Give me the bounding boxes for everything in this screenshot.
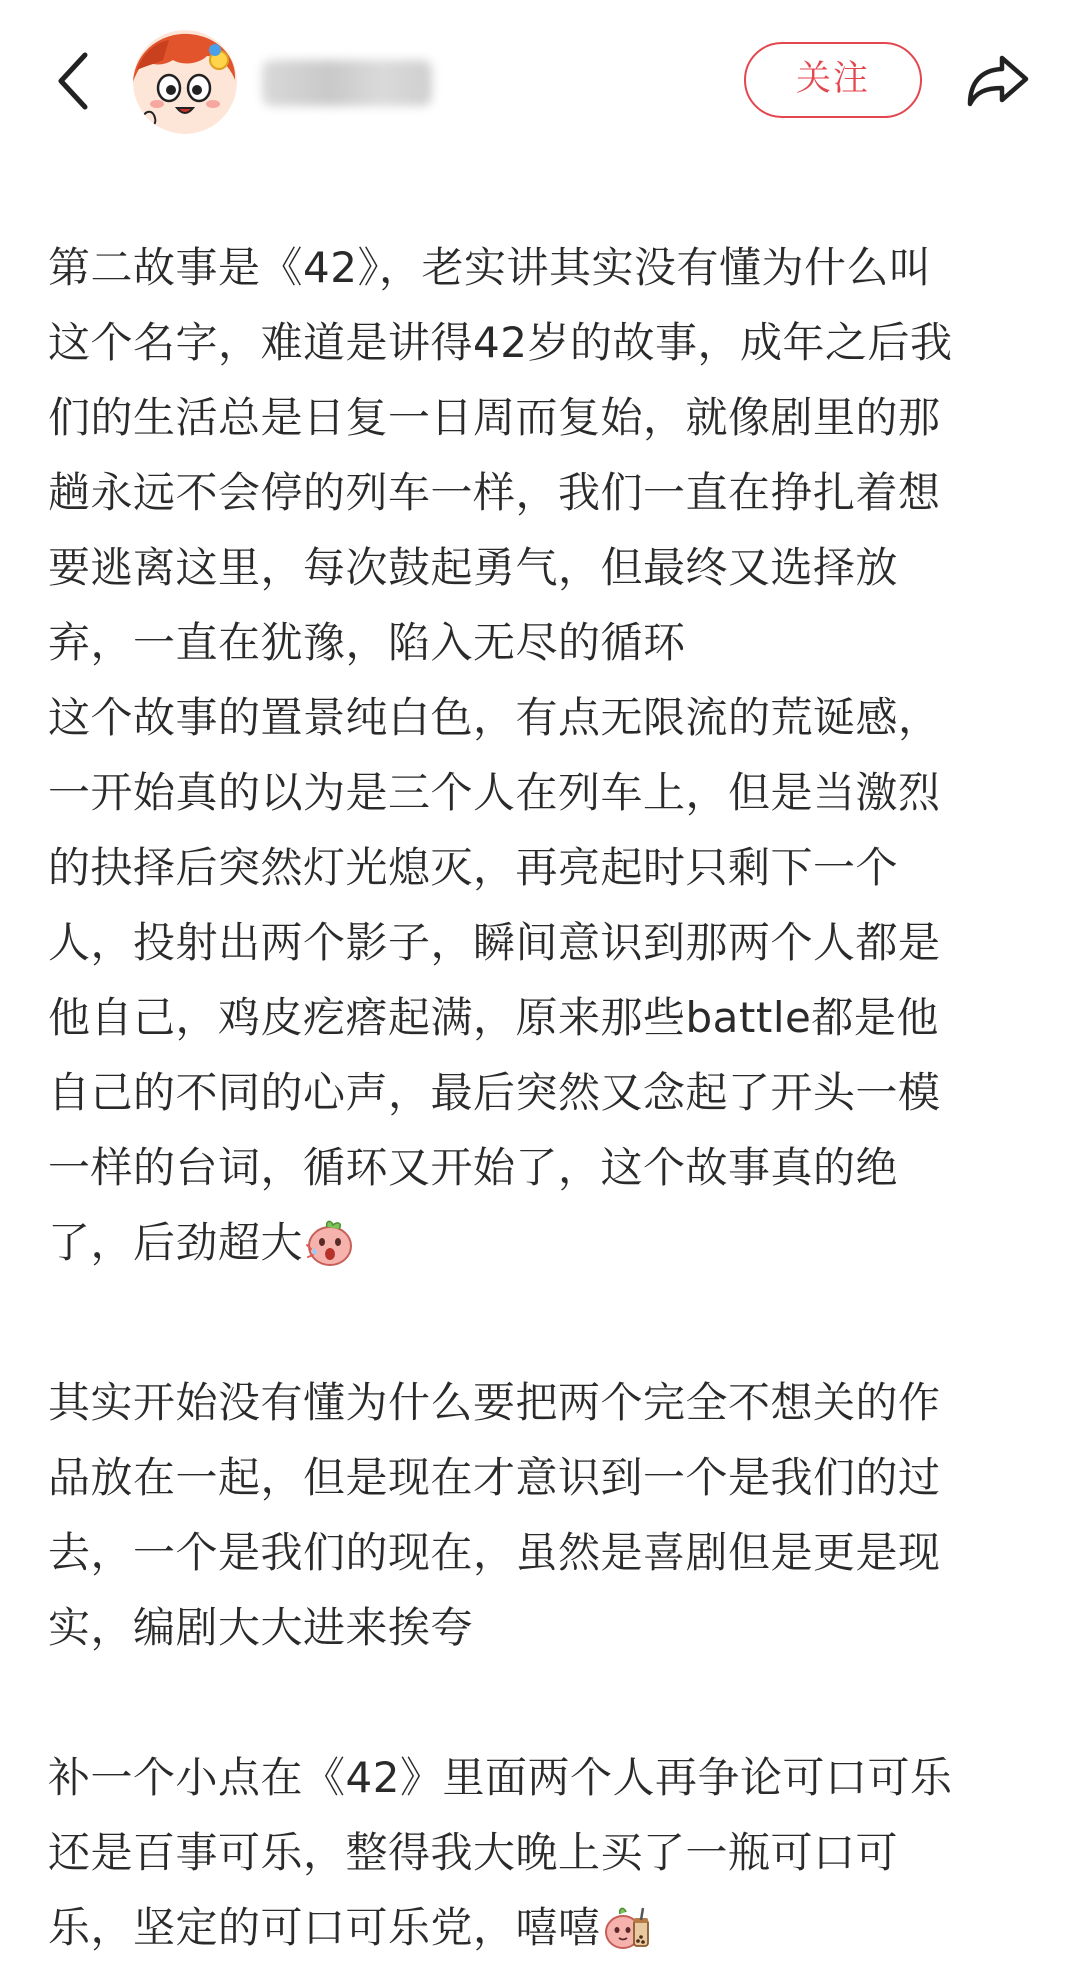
paragraph-spacer xyxy=(48,1290,1048,1365)
post-paragraph-1 xyxy=(48,230,1048,1290)
text-line: 弃，一直在犹豫，陷入无尽的循环 xyxy=(48,618,686,667)
text-line: 补一个小点在《42》里面两个人再争论可口可乐 xyxy=(48,1753,953,1802)
text-line: 了，后劲超大 xyxy=(48,1218,304,1267)
cartoon-avatar xyxy=(133,30,237,134)
text-line: 要逃离这里，每次鼓起勇气，但最终又选择放 xyxy=(48,543,899,592)
text-line: 实，编剧大大进来挨夸 xyxy=(48,1603,474,1652)
text-line: 其实开始没有懂为什么要把两个完全不想关的作 xyxy=(48,1378,941,1427)
post-content xyxy=(48,230,1048,1975)
text-line: 们的生活总是日复一日周而复始，就像剧里的那 xyxy=(48,393,941,442)
avatar[interactable] xyxy=(133,30,237,134)
back-button[interactable] xyxy=(38,36,108,126)
share-arrow-icon xyxy=(966,52,1030,108)
text-line: 趟永远不会停的列车一样，我们一直在挣扎着想 xyxy=(48,468,941,517)
peach-bubble-tea-emoji xyxy=(603,1900,653,1975)
chevron-left-icon xyxy=(53,49,93,113)
text-line: 人，投射出两个影子，瞬间意识到那两个人都是 xyxy=(48,918,941,967)
text-line: 这个名字，难道是讲得42岁的故事，成年之后我 xyxy=(48,318,953,367)
text-line-with-emoji xyxy=(48,1890,1048,1975)
text-line: 品放在一起，但是现在才意识到一个是我们的过 xyxy=(48,1453,941,1502)
post-paragraph-2 xyxy=(48,1365,1048,1665)
text-line: 这个故事的置景纯白色，有点无限流的荒诞感， xyxy=(48,693,941,742)
post-header xyxy=(0,0,1080,170)
text-line: 的抉择后突然灯光熄灭，再亮起时只剩下一个 xyxy=(48,843,899,892)
username[interactable] xyxy=(262,60,432,106)
text-line: 自己的不同的心声，最后突然又念起了开头一模 xyxy=(48,1068,941,1117)
text-line: 一开始真的以为是三个人在列车上，但是当激烈 xyxy=(48,768,941,817)
text-line: 他自己，鸡皮疙瘩起满，原来那些battle都是他 xyxy=(48,993,939,1042)
text-line: 乐，坚定的可口可乐党，嘻嘻 xyxy=(48,1903,601,1952)
share-button[interactable] xyxy=(962,44,1034,116)
crying-peach-emoji xyxy=(305,1215,355,1290)
follow-button[interactable]: 关注 xyxy=(744,42,922,118)
text-line: 去，一个是我们的现在，虽然是喜剧但是更是现 xyxy=(48,1528,941,1577)
text-line: 一样的台词，循环又开始了，这个故事真的绝 xyxy=(48,1143,899,1192)
text-line: 还是百事可乐，整得我大晚上买了一瓶可口可 xyxy=(48,1828,899,1877)
text-line: 第二故事是《42》，老实讲其实没有懂为什么叫 xyxy=(48,243,932,292)
text-line-with-emoji xyxy=(48,1205,1048,1290)
post-paragraph-3 xyxy=(48,1740,1048,1975)
paragraph-spacer xyxy=(48,1665,1048,1740)
